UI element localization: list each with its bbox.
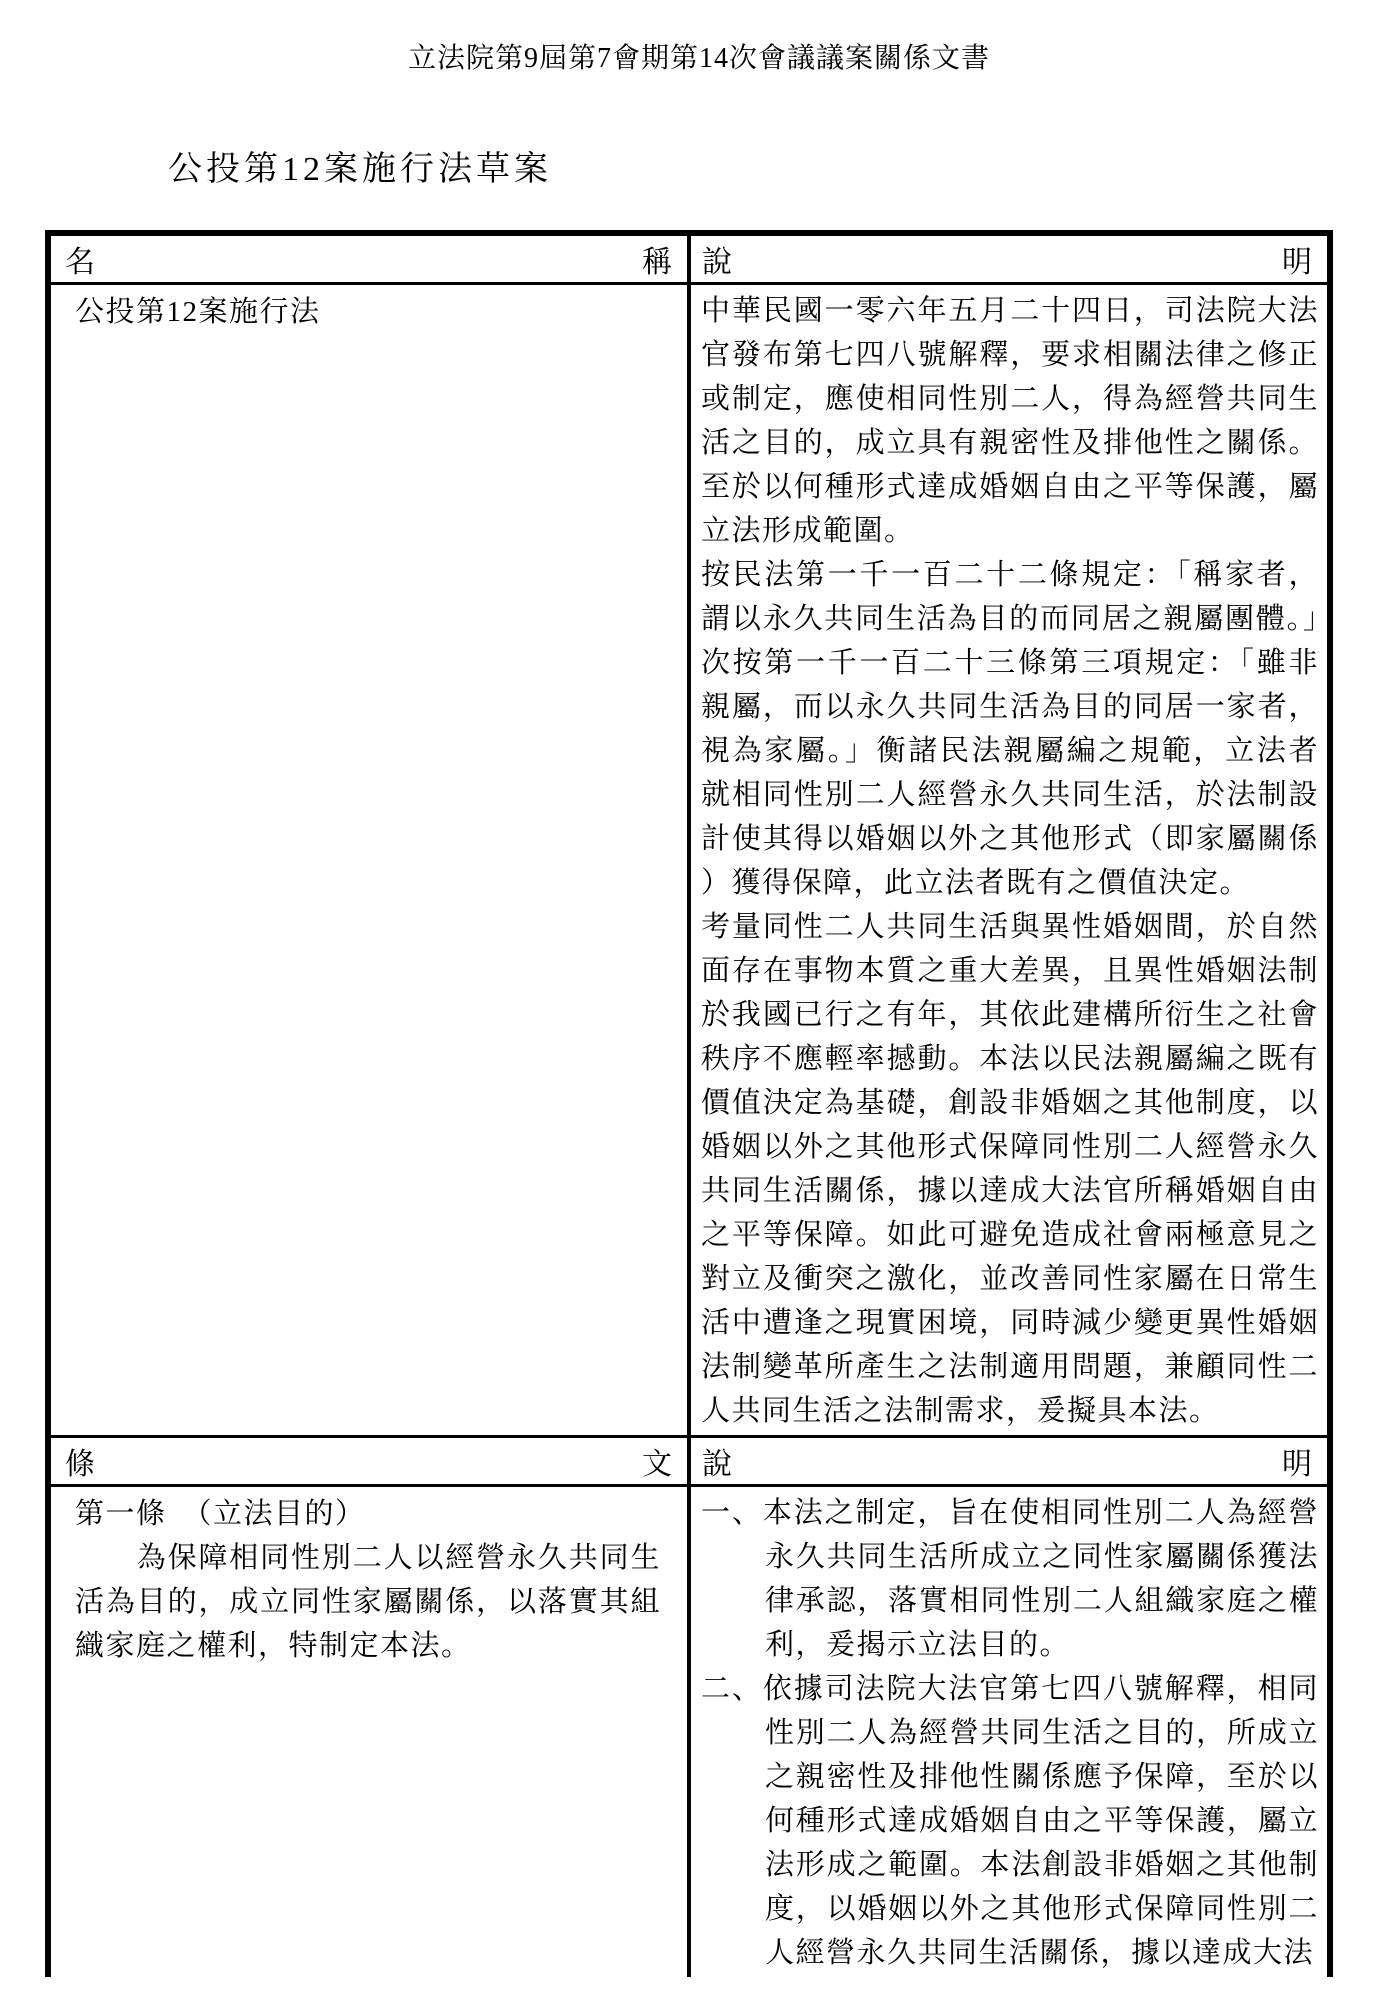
header-cell-article bbox=[51, 1438, 691, 1484]
header-explanation-right-char: 明 bbox=[1282, 246, 1313, 279]
cell-article-text bbox=[51, 1487, 691, 1977]
header-name-right-char: 稱 bbox=[642, 246, 673, 279]
article-title: 第一條 （立法目的） bbox=[75, 1498, 366, 1530]
law-draft-table bbox=[45, 230, 1333, 1977]
table-header-row-name bbox=[51, 236, 1327, 285]
header-explanation2-right-char: 明 bbox=[1282, 1448, 1313, 1481]
header-cell-explanation bbox=[691, 236, 1327, 282]
header-article-left-char: 條 bbox=[65, 1448, 96, 1481]
table-header-row-article bbox=[51, 1438, 1327, 1487]
header-name-left-char: 名 bbox=[65, 246, 96, 279]
cell-law-name bbox=[51, 285, 691, 1435]
explanation-item: 二、依據司法院大法官第七四八號解釋，相同性別二人為經營共同生活之目的，所成立之親密性及排他性關係應予保障，至於以何種形式達成婚姻自由之平等保護，屬立法形成之範圍。本法創設非婚姻之其他制度，以婚姻以外之其他形式保障同性別二人經營永久共同生活關係，據以達成大法 bbox=[701, 1673, 1319, 1969]
law-name-text: 公投第12案施行法 bbox=[75, 296, 321, 328]
header-cell-explanation-2 bbox=[691, 1438, 1327, 1484]
cell-article-explanation bbox=[691, 1487, 1327, 1977]
explanation-item: 一、本法之制定，旨在使相同性別二人為經營永久共同生活所成立之同性家屬關係獲法律承認，落實相同性別二人組織家庭之權利，爰揭示立法目的。 bbox=[701, 1497, 1319, 1661]
header-cell-name bbox=[51, 236, 691, 282]
explanation-paragraph: 考量同性二人共同生活與異性婚姻間，於自然面存在事物本質之重大差異，且異性婚姻法制於我國已行之有年，其依此建構所衍生之社會秩序不應輕率撼動。本法以民法親屬編之既有價值決定為基礎，創設非婚姻之其他制度，以婚姻以外之其他形式保障同性別二人經營永久共同生活關係，據以達成大法官所稱婚姻自由之平等保障。如此可避免造成社會兩極意見之對立及衝突之激化，並改善同性家屬在日常生活中遭逢之現實困境，同時減少變更異性婚姻法制變革所產生之法制適用問題，兼顧同性二人共同生活之法制需求，爰擬具本法。 bbox=[701, 911, 1319, 1427]
explanation-paragraph: 按民法第一千一百二十二條規定：「稱家者，謂以永久共同生活為目的而同居之親屬團體。」次按第一千一百二十三條第三項規定：「雖非親屬，而以永久共同生活為目的同居一家者，視為家屬。」衡諸民法親屬編之規範，立法者就相同性別二人經營永久共同生活，於法制設計使其得以婚姻以外之其他形式（即家屬關係）獲得保障，此立法者既有之價值決定。 bbox=[701, 559, 1319, 899]
header-explanation2-left-char: 說 bbox=[702, 1448, 733, 1481]
page-title: 公投第12案施行法草案 bbox=[168, 151, 552, 188]
header-explanation-left-char: 說 bbox=[702, 246, 733, 279]
header-article-right-char: 文 bbox=[642, 1448, 673, 1481]
table-row-article-1 bbox=[51, 1487, 1327, 1977]
table-row-law-name bbox=[51, 285, 1327, 1438]
cell-general-explanation bbox=[691, 285, 1327, 1435]
article-body: 為保障相同性別二人以經營永久共同生活為目的，成立同性家屬關係，以落實其組織家庭之權利，特制定本法。 bbox=[75, 1542, 661, 1662]
document-header: 立法院第9屆第7會期第14次會議議案關係文書 bbox=[407, 43, 990, 74]
explanation-paragraph: 中華民國一零六年五月二十四日，司法院大法官發布第七四八號解釋，要求相關法律之修正或制定，應使相同性別二人，得為經營共同生活之目的，成立具有親密性及排他性之關係。至於以何種形式達成婚姻自由之平等保護，屬立法形成範圍。 bbox=[701, 295, 1319, 547]
